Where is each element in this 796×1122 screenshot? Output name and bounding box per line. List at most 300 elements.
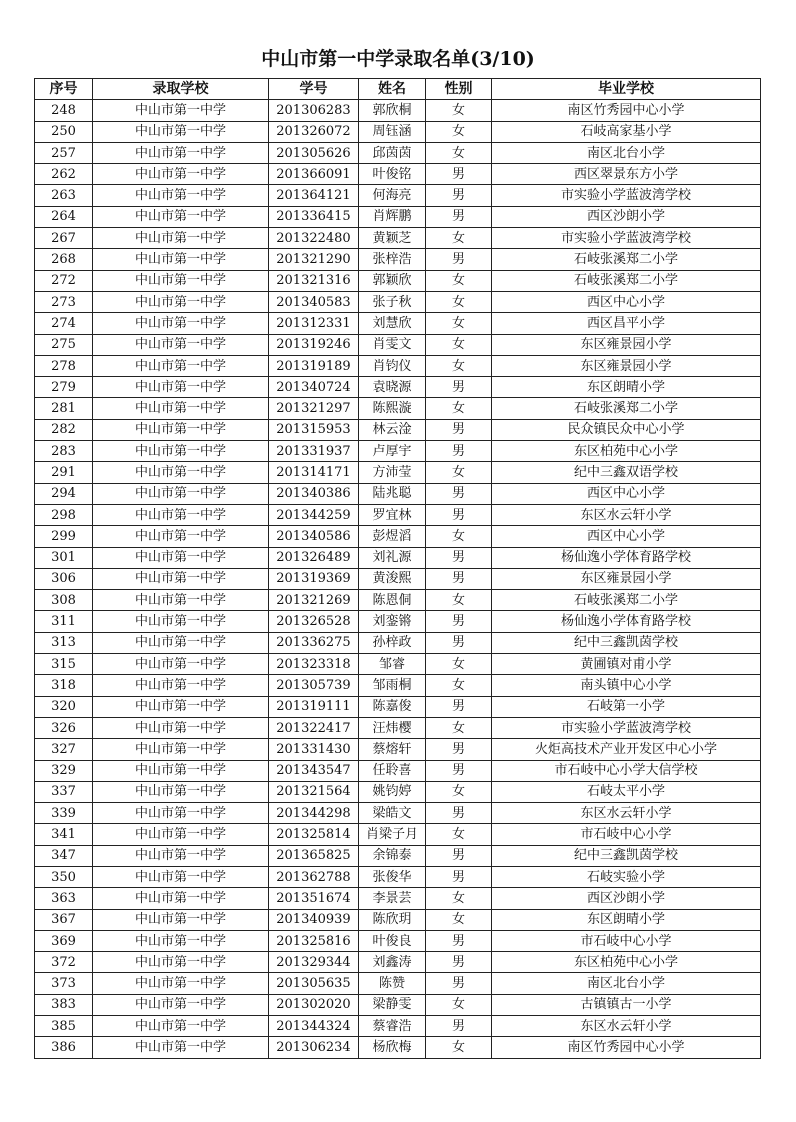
cell-name: 张子秋 <box>359 291 426 312</box>
cell-school: 中山市第一中学 <box>93 930 269 951</box>
cell-graduated-school: 纪中三鑫凯茵学校 <box>492 845 761 866</box>
cell-seq: 369 <box>35 930 93 951</box>
cell-student-id: 201326072 <box>269 121 359 142</box>
col-header-school: 录取学校 <box>93 79 269 100</box>
table-row <box>35 334 761 355</box>
col-header-student-id: 学号 <box>269 79 359 100</box>
cell-name: 陈熙漩 <box>359 398 426 419</box>
cell-seq: 264 <box>35 206 93 227</box>
cell-student-id: 201323318 <box>269 654 359 675</box>
table-row <box>35 206 761 227</box>
cell-gender: 女 <box>426 398 492 419</box>
table-row <box>35 611 761 632</box>
table-row <box>35 632 761 653</box>
cell-seq: 318 <box>35 675 93 696</box>
cell-seq: 337 <box>35 781 93 802</box>
cell-graduated-school: 纪中三鑫凯茵学校 <box>492 632 761 653</box>
cell-school: 中山市第一中学 <box>93 249 269 270</box>
table-row <box>35 355 761 376</box>
cell-student-id: 201340586 <box>269 526 359 547</box>
cell-student-id: 201305739 <box>269 675 359 696</box>
cell-seq: 367 <box>35 909 93 930</box>
cell-name: 余锦泰 <box>359 845 426 866</box>
cell-school: 中山市第一中学 <box>93 675 269 696</box>
table-row <box>35 291 761 312</box>
cell-seq: 301 <box>35 547 93 568</box>
cell-student-id: 201305626 <box>269 142 359 163</box>
cell-student-id: 201321297 <box>269 398 359 419</box>
table-row <box>35 845 761 866</box>
cell-graduated-school: 东区柏苑中心小学 <box>492 952 761 973</box>
cell-school: 中山市第一中学 <box>93 142 269 163</box>
cell-student-id: 201362788 <box>269 866 359 887</box>
cell-student-id: 201344324 <box>269 1016 359 1037</box>
cell-seq: 279 <box>35 377 93 398</box>
cell-graduated-school: 西区沙朗小学 <box>492 888 761 909</box>
cell-graduated-school: 西区中心小学 <box>492 291 761 312</box>
cell-seq: 306 <box>35 568 93 589</box>
cell-student-id: 201306234 <box>269 1037 359 1058</box>
cell-student-id: 201325814 <box>269 824 359 845</box>
cell-student-id: 201322480 <box>269 228 359 249</box>
table-row <box>35 185 761 206</box>
cell-gender: 女 <box>426 909 492 930</box>
cell-name: 蔡睿浩 <box>359 1016 426 1037</box>
cell-gender: 女 <box>426 228 492 249</box>
cell-student-id: 201319189 <box>269 355 359 376</box>
cell-seq: 282 <box>35 419 93 440</box>
cell-student-id: 201321316 <box>269 270 359 291</box>
cell-name: 叶俊铭 <box>359 164 426 185</box>
cell-student-id: 201344259 <box>269 504 359 525</box>
table-row <box>35 483 761 504</box>
cell-gender: 女 <box>426 121 492 142</box>
cell-gender: 女 <box>426 888 492 909</box>
cell-name: 邹雨桐 <box>359 675 426 696</box>
cell-student-id: 201306283 <box>269 100 359 121</box>
cell-gender: 女 <box>426 1037 492 1058</box>
cell-student-id: 201340386 <box>269 483 359 504</box>
table-row <box>35 398 761 419</box>
table-row <box>35 142 761 163</box>
cell-name: 黄颖芝 <box>359 228 426 249</box>
cell-school: 中山市第一中学 <box>93 866 269 887</box>
cell-name: 方沛莹 <box>359 462 426 483</box>
cell-gender: 男 <box>426 696 492 717</box>
cell-seq: 273 <box>35 291 93 312</box>
table-row <box>35 952 761 973</box>
cell-school: 中山市第一中学 <box>93 121 269 142</box>
cell-seq: 248 <box>35 100 93 121</box>
cell-name: 肖梁子月 <box>359 824 426 845</box>
cell-graduated-school: 南头镇中心小学 <box>492 675 761 696</box>
cell-name: 张梓浩 <box>359 249 426 270</box>
admission-table <box>34 78 761 1059</box>
cell-school: 中山市第一中学 <box>93 994 269 1015</box>
cell-school: 中山市第一中学 <box>93 611 269 632</box>
cell-graduated-school: 石岐张溪郑二小学 <box>492 270 761 291</box>
cell-seq: 294 <box>35 483 93 504</box>
table-row <box>35 803 761 824</box>
cell-seq: 347 <box>35 845 93 866</box>
cell-name: 卢厚宇 <box>359 441 426 462</box>
cell-name: 蔡熔轩 <box>359 739 426 760</box>
cell-gender: 女 <box>426 654 492 675</box>
cell-seq: 386 <box>35 1037 93 1058</box>
cell-name: 刘銮锵 <box>359 611 426 632</box>
cell-student-id: 201331937 <box>269 441 359 462</box>
table-row <box>35 909 761 930</box>
cell-name: 姚钧婷 <box>359 781 426 802</box>
cell-gender: 女 <box>426 994 492 1015</box>
cell-gender: 男 <box>426 930 492 951</box>
cell-school: 中山市第一中学 <box>93 696 269 717</box>
table-row <box>35 441 761 462</box>
cell-gender: 女 <box>426 270 492 291</box>
cell-name: 孙梓政 <box>359 632 426 653</box>
cell-gender: 男 <box>426 206 492 227</box>
cell-gender: 男 <box>426 1016 492 1037</box>
table-row <box>35 760 761 781</box>
cell-graduated-school: 石岐张溪郑二小学 <box>492 249 761 270</box>
col-header-name: 姓名 <box>359 79 426 100</box>
cell-graduated-school: 南区竹秀园中心小学 <box>492 1037 761 1058</box>
cell-student-id: 201365825 <box>269 845 359 866</box>
cell-graduated-school: 石岐张溪郑二小学 <box>492 398 761 419</box>
cell-student-id: 201321269 <box>269 590 359 611</box>
cell-student-id: 201340939 <box>269 909 359 930</box>
cell-seq: 320 <box>35 696 93 717</box>
table-row <box>35 675 761 696</box>
cell-school: 中山市第一中学 <box>93 270 269 291</box>
cell-name: 陈欣玥 <box>359 909 426 930</box>
cell-seq: 326 <box>35 717 93 738</box>
table-row <box>35 696 761 717</box>
cell-seq: 291 <box>35 462 93 483</box>
cell-student-id: 201319369 <box>269 568 359 589</box>
header-row <box>35 79 761 100</box>
table-row <box>35 462 761 483</box>
table-row <box>35 249 761 270</box>
cell-gender: 男 <box>426 803 492 824</box>
cell-name: 刘鑫涛 <box>359 952 426 973</box>
cell-graduated-school: 火炬高技术产业开发区中心小学 <box>492 739 761 760</box>
cell-seq: 327 <box>35 739 93 760</box>
cell-name: 邹睿 <box>359 654 426 675</box>
cell-school: 中山市第一中学 <box>93 1016 269 1037</box>
cell-graduated-school: 西区翠景东方小学 <box>492 164 761 185</box>
cell-school: 中山市第一中学 <box>93 717 269 738</box>
cell-gender: 女 <box>426 590 492 611</box>
cell-student-id: 201302020 <box>269 994 359 1015</box>
cell-seq: 373 <box>35 973 93 994</box>
cell-student-id: 201305635 <box>269 973 359 994</box>
cell-graduated-school: 东区朗晴小学 <box>492 377 761 398</box>
cell-gender: 男 <box>426 611 492 632</box>
cell-graduated-school: 杨仙逸小学体育路学校 <box>492 547 761 568</box>
cell-gender: 男 <box>426 377 492 398</box>
table-row <box>35 654 761 675</box>
cell-school: 中山市第一中学 <box>93 845 269 866</box>
cell-student-id: 201340724 <box>269 377 359 398</box>
cell-school: 中山市第一中学 <box>93 100 269 121</box>
cell-seq: 267 <box>35 228 93 249</box>
cell-gender: 男 <box>426 973 492 994</box>
cell-name: 杨欣梅 <box>359 1037 426 1058</box>
cell-student-id: 201325816 <box>269 930 359 951</box>
cell-student-id: 201343547 <box>269 760 359 781</box>
cell-student-id: 201315953 <box>269 419 359 440</box>
table-row <box>35 313 761 334</box>
cell-school: 中山市第一中学 <box>93 206 269 227</box>
table-row <box>35 526 761 547</box>
cell-school: 中山市第一中学 <box>93 824 269 845</box>
cell-graduated-school: 西区中心小学 <box>492 483 761 504</box>
cell-seq: 313 <box>35 632 93 653</box>
cell-graduated-school: 市石岐中心小学 <box>492 930 761 951</box>
cell-name: 罗宜林 <box>359 504 426 525</box>
cell-name: 陆兆聪 <box>359 483 426 504</box>
cell-name: 郭欣桐 <box>359 100 426 121</box>
cell-gender: 女 <box>426 675 492 696</box>
cell-name: 刘礼源 <box>359 547 426 568</box>
cell-graduated-school: 民众镇民众中心小学 <box>492 419 761 440</box>
cell-graduated-school: 西区沙朗小学 <box>492 206 761 227</box>
cell-gender: 男 <box>426 866 492 887</box>
cell-student-id: 201314171 <box>269 462 359 483</box>
cell-school: 中山市第一中学 <box>93 355 269 376</box>
cell-gender: 女 <box>426 355 492 376</box>
cell-school: 中山市第一中学 <box>93 526 269 547</box>
cell-student-id: 201366091 <box>269 164 359 185</box>
cell-school: 中山市第一中学 <box>93 1037 269 1058</box>
page-title: 中山市第一中学录取名单(3/10) <box>261 48 535 70</box>
cell-school: 中山市第一中学 <box>93 483 269 504</box>
cell-seq: 274 <box>35 313 93 334</box>
cell-seq: 299 <box>35 526 93 547</box>
cell-seq: 257 <box>35 142 93 163</box>
cell-gender: 男 <box>426 547 492 568</box>
cell-graduated-school: 南区竹秀园中心小学 <box>492 100 761 121</box>
cell-student-id: 201321564 <box>269 781 359 802</box>
cell-graduated-school: 市实验小学蓝波湾学校 <box>492 228 761 249</box>
cell-gender: 女 <box>426 100 492 121</box>
cell-graduated-school: 西区昌平小学 <box>492 313 761 334</box>
cell-graduated-school: 东区水云轩小学 <box>492 504 761 525</box>
cell-graduated-school: 南区北台小学 <box>492 142 761 163</box>
cell-school: 中山市第一中学 <box>93 419 269 440</box>
cell-graduated-school: 纪中三鑫双语学校 <box>492 462 761 483</box>
cell-gender: 男 <box>426 568 492 589</box>
cell-school: 中山市第一中学 <box>93 739 269 760</box>
table-row <box>35 121 761 142</box>
cell-seq: 350 <box>35 866 93 887</box>
cell-student-id: 201336275 <box>269 632 359 653</box>
cell-school: 中山市第一中学 <box>93 568 269 589</box>
cell-gender: 女 <box>426 313 492 334</box>
col-header-seq: 序号 <box>35 79 93 100</box>
cell-name: 袁晓源 <box>359 377 426 398</box>
cell-name: 周钰涵 <box>359 121 426 142</box>
table-row <box>35 164 761 185</box>
cell-school: 中山市第一中学 <box>93 760 269 781</box>
table-row <box>35 547 761 568</box>
cell-graduated-school: 石岐第一小学 <box>492 696 761 717</box>
cell-student-id: 201344298 <box>269 803 359 824</box>
cell-gender: 男 <box>426 739 492 760</box>
cell-gender: 女 <box>426 462 492 483</box>
cell-gender: 女 <box>426 717 492 738</box>
cell-graduated-school: 市石岐中心小学大信学校 <box>492 760 761 781</box>
cell-school: 中山市第一中学 <box>93 291 269 312</box>
cell-seq: 272 <box>35 270 93 291</box>
cell-gender: 男 <box>426 952 492 973</box>
cell-gender: 女 <box>426 142 492 163</box>
cell-graduated-school: 东区水云轩小学 <box>492 803 761 824</box>
cell-graduated-school: 石岐张溪郑二小学 <box>492 590 761 611</box>
cell-graduated-school: 石岐高家基小学 <box>492 121 761 142</box>
cell-student-id: 201319111 <box>269 696 359 717</box>
cell-name: 梁皓文 <box>359 803 426 824</box>
cell-school: 中山市第一中学 <box>93 462 269 483</box>
cell-name: 陈赞 <box>359 973 426 994</box>
table-row <box>35 781 761 802</box>
cell-gender: 女 <box>426 291 492 312</box>
cell-gender: 男 <box>426 164 492 185</box>
cell-name: 梁静雯 <box>359 994 426 1015</box>
cell-name: 肖雯文 <box>359 334 426 355</box>
cell-gender: 男 <box>426 483 492 504</box>
cell-graduated-school: 西区中心小学 <box>492 526 761 547</box>
cell-school: 中山市第一中学 <box>93 185 269 206</box>
cell-graduated-school: 南区北台小学 <box>492 973 761 994</box>
cell-seq: 315 <box>35 654 93 675</box>
cell-gender: 女 <box>426 334 492 355</box>
cell-student-id: 201312331 <box>269 313 359 334</box>
cell-seq: 262 <box>35 164 93 185</box>
cell-school: 中山市第一中学 <box>93 377 269 398</box>
cell-school: 中山市第一中学 <box>93 590 269 611</box>
cell-name: 肖辉鹏 <box>359 206 426 227</box>
cell-school: 中山市第一中学 <box>93 654 269 675</box>
cell-seq: 308 <box>35 590 93 611</box>
cell-student-id: 201319246 <box>269 334 359 355</box>
table-row <box>35 824 761 845</box>
cell-seq: 363 <box>35 888 93 909</box>
col-header-graduated-school: 毕业学校 <box>492 79 761 100</box>
cell-school: 中山市第一中学 <box>93 547 269 568</box>
cell-student-id: 201326489 <box>269 547 359 568</box>
cell-student-id: 201351674 <box>269 888 359 909</box>
cell-graduated-school: 古镇镇古一小学 <box>492 994 761 1015</box>
cell-school: 中山市第一中学 <box>93 888 269 909</box>
cell-name: 肖钧仪 <box>359 355 426 376</box>
cell-school: 中山市第一中学 <box>93 398 269 419</box>
table-row <box>35 590 761 611</box>
table-row <box>35 228 761 249</box>
cell-student-id: 201331430 <box>269 739 359 760</box>
cell-graduated-school: 市石岐中心小学 <box>492 824 761 845</box>
cell-gender: 女 <box>426 824 492 845</box>
cell-seq: 275 <box>35 334 93 355</box>
table-row <box>35 973 761 994</box>
cell-graduated-school: 市实验小学蓝波湾学校 <box>492 717 761 738</box>
cell-gender: 男 <box>426 185 492 206</box>
table-row <box>35 568 761 589</box>
table-row <box>35 377 761 398</box>
table-row <box>35 504 761 525</box>
table-row <box>35 1016 761 1037</box>
cell-student-id: 201329344 <box>269 952 359 973</box>
cell-seq: 339 <box>35 803 93 824</box>
cell-name: 刘慧欣 <box>359 313 426 334</box>
cell-school: 中山市第一中学 <box>93 313 269 334</box>
cell-gender: 男 <box>426 845 492 866</box>
table-row <box>35 930 761 951</box>
cell-graduated-school: 石岐实验小学 <box>492 866 761 887</box>
cell-name: 黄浚熙 <box>359 568 426 589</box>
cell-gender: 男 <box>426 249 492 270</box>
cell-name: 邱茵茵 <box>359 142 426 163</box>
cell-student-id: 201321290 <box>269 249 359 270</box>
cell-gender: 男 <box>426 760 492 781</box>
cell-graduated-school: 市实验小学蓝波湾学校 <box>492 185 761 206</box>
cell-name: 郭颖欣 <box>359 270 426 291</box>
cell-gender: 女 <box>426 526 492 547</box>
cell-name: 李景芸 <box>359 888 426 909</box>
cell-seq: 298 <box>35 504 93 525</box>
cell-seq: 385 <box>35 1016 93 1037</box>
cell-school: 中山市第一中学 <box>93 952 269 973</box>
cell-school: 中山市第一中学 <box>93 441 269 462</box>
cell-seq: 329 <box>35 760 93 781</box>
table-row <box>35 100 761 121</box>
cell-graduated-school: 东区雍景园小学 <box>492 568 761 589</box>
cell-seq: 383 <box>35 994 93 1015</box>
cell-graduated-school: 东区水云轩小学 <box>492 1016 761 1037</box>
cell-name: 陈恩侗 <box>359 590 426 611</box>
cell-name: 叶俊良 <box>359 930 426 951</box>
cell-graduated-school: 东区柏苑中心小学 <box>492 441 761 462</box>
cell-school: 中山市第一中学 <box>93 781 269 802</box>
cell-student-id: 201336415 <box>269 206 359 227</box>
cell-name: 汪炜樱 <box>359 717 426 738</box>
cell-seq: 268 <box>35 249 93 270</box>
table-row <box>35 270 761 291</box>
col-header-gender: 性别 <box>426 79 492 100</box>
cell-school: 中山市第一中学 <box>93 504 269 525</box>
cell-gender: 男 <box>426 441 492 462</box>
cell-gender: 男 <box>426 419 492 440</box>
table-row <box>35 994 761 1015</box>
cell-seq: 263 <box>35 185 93 206</box>
cell-name: 张俊华 <box>359 866 426 887</box>
cell-seq: 341 <box>35 824 93 845</box>
cell-graduated-school: 黄圃镇对甫小学 <box>492 654 761 675</box>
cell-seq: 278 <box>35 355 93 376</box>
cell-school: 中山市第一中学 <box>93 334 269 355</box>
cell-school: 中山市第一中学 <box>93 909 269 930</box>
cell-name: 林云淦 <box>359 419 426 440</box>
cell-name: 何海亮 <box>359 185 426 206</box>
cell-graduated-school: 东区朗晴小学 <box>492 909 761 930</box>
table-row <box>35 866 761 887</box>
cell-gender: 男 <box>426 504 492 525</box>
table-row <box>35 717 761 738</box>
cell-student-id: 201326528 <box>269 611 359 632</box>
cell-name: 彭煜滔 <box>359 526 426 547</box>
table-row <box>35 739 761 760</box>
